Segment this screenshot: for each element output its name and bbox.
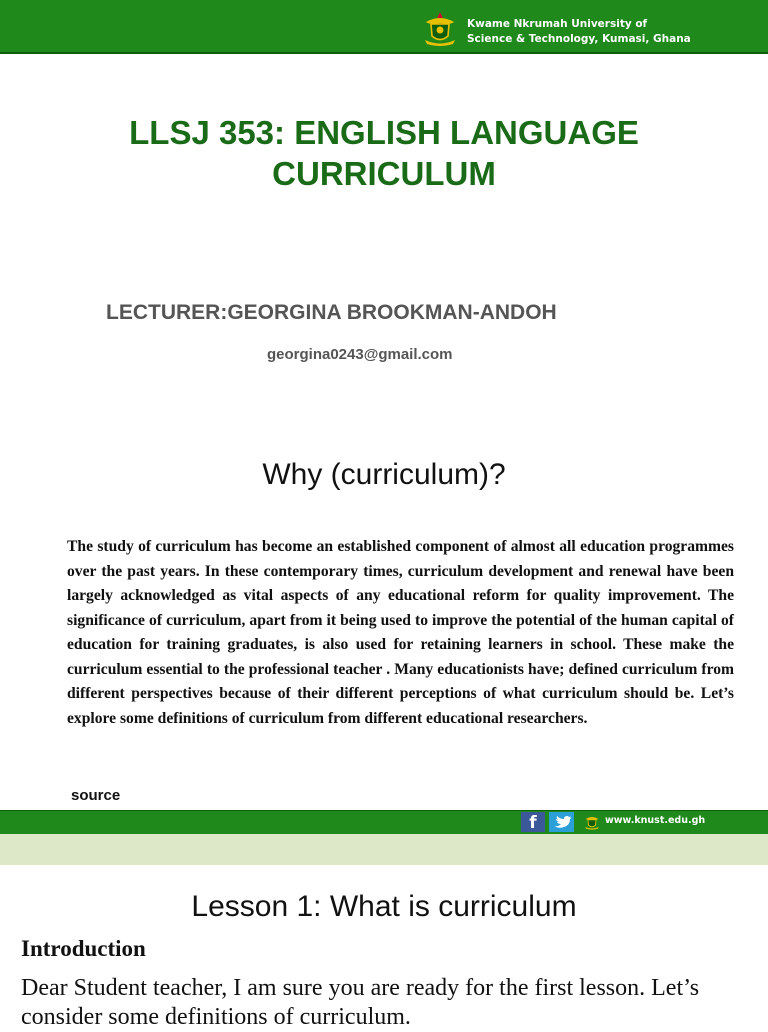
slide-title-line2: CURRICULUM: [272, 155, 496, 192]
section-heading: Why (curriculum)?: [262, 458, 506, 491]
body-paragraph: The study of curriculum has become an established component of almost all education programmes over the past years. In these contemporary times, curriculum development and renewal have been largely acknowledged as vital aspects of any educational reform for quality improvement. The significance of curriculum, apart from it being used to improve the potential of the human capital of education for training graduates, is also used for retaining learners in school. These make the curriculum essential to the professional teacher . Many educationists have; defined curriculum from different perspectives because of their different perceptions of what curriculum should be. Let’s explore some definitions of curriculum from different educational researchers.: [67, 538, 734, 727]
knust-small-crest-icon: [583, 813, 601, 831]
university-name-line1: Kwame Nkrumah University of: [467, 18, 648, 30]
website-link[interactable]: www.knust.edu.gh: [605, 815, 706, 826]
lecturer-name: LECTURER:GEORGINA BROOKMAN-ANDOH: [106, 301, 557, 324]
university-name-line2: Science & Technology, Kumasi, Ghana: [467, 33, 691, 45]
twitter-icon[interactable]: [549, 812, 574, 832]
university-name: [467, 17, 691, 47]
introduction-text: Dear Student teacher, I am sure you are ready for the first lesson. Let’s consider some definitions of curriculum.: [21, 975, 700, 1030]
facebook-icon[interactable]: f: [521, 812, 545, 832]
lecturer-email[interactable]: georgina0243@gmail.com: [267, 346, 453, 363]
slide-title: [0, 112, 768, 194]
slide-title-line1: LLSJ 353: ENGLISH LANGUAGE: [129, 114, 639, 151]
lesson-title: Lesson 1: What is curriculum: [191, 890, 577, 923]
source-label: source: [71, 787, 121, 804]
page-separator: [0, 834, 768, 865]
knust-crest-icon: [420, 10, 460, 48]
introduction-heading: Introduction: [21, 936, 146, 961]
